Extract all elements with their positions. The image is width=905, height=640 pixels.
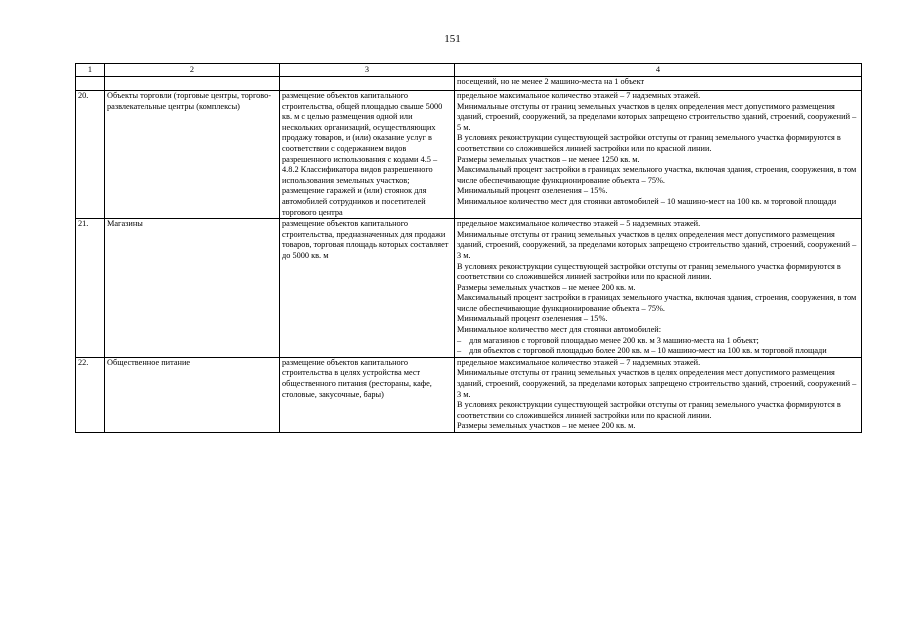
header-cell-1: 1 (76, 64, 105, 77)
land-use-name: Магазины (105, 219, 280, 358)
page-number: 151 (444, 33, 461, 45)
description-paragraph: размещение объектов капитального строительства, общей площадью свыше 5000 кв. м с целью размещения одной или нескольких организаций, осуществляющих продажу товаров, и (или) оказание услуг в соответствии с содержанием видов разрешенного использования с кодами 4.5 – 4.8.2 Классификатора видов разрешенного использования земельных участков; (282, 91, 443, 185)
header-cell-3: 3 (280, 64, 455, 77)
bullet-dash: – (457, 335, 462, 345)
parameter-paragraph: Минимальные отступы от границ земельных участков в целях определения мест допустимого размещения зданий, строений, сооружений, за пределами которых запрещено строительство зданий, строений, сооружений – 3 м. (457, 229, 857, 260)
table-row (76, 91, 862, 219)
parameter-paragraph: предельное максимальное количество этажей – 7 надземных этажей. (457, 357, 701, 367)
parameter-paragraph: Максимальный процент застройки в границах земельного участка, включая здания, строения, сооружения, в том числе обеспечивающие функционирование объекта – 75%. (457, 293, 857, 313)
parameters-cell (455, 219, 862, 358)
parameters-cell (455, 91, 862, 219)
table-row (76, 357, 862, 432)
parameter-paragraph: Размеры земельных участков – не менее 1250 кв. м. (457, 154, 640, 164)
bullet-text: для магазинов с торговой площадью менее 200 кв. м 3 машино-места на 1 объект; (469, 335, 759, 345)
parameter-paragraph: Минимальное количество мест для стоянки автомобилей – 10 машино-мест на 100 кв. м торговой площади (457, 196, 837, 206)
parameter-paragraph: Минимальные отступы от границ земельных участков в целях определения мест допустимого размещения зданий, строений, сооружений, за пределами которых запрещено строительство зданий, строений, сооружений – 3 м. (457, 368, 857, 399)
table-row (76, 219, 862, 358)
land-use-table (75, 63, 862, 433)
row-number: 20. (76, 91, 105, 219)
parameter-paragraph: Минимальный процент озеленения – 15%. (457, 314, 608, 324)
land-use-description (280, 357, 455, 432)
parameter-paragraph: Максимальный процент застройки в границах земельного участка, включая здания, строения, сооружения, в том числе обеспечивающие функционирование объекта – 75%. (457, 165, 857, 185)
parameter-paragraph: предельное максимальное количество этажей – 7 надземных этажей. (457, 91, 701, 100)
parameter-bullet (457, 346, 859, 357)
land-use-name: Объекты торговли (торговые центры, торгово-развлекательные центры (комплексы) (105, 91, 280, 219)
bullet-text: для объектов с торговой площадью более 200 кв. м – 10 машино-мест на 100 кв. м торговой площади (469, 346, 827, 356)
row-number: 22. (76, 357, 105, 432)
description-paragraph: размещение объектов капитального строительства в целях устройства мест общественного питания (рестораны, кафе, столовые, закусочные, бары) (282, 357, 432, 399)
parameter-paragraph: Минимальный процент озеленения – 15%. (457, 186, 608, 196)
parameters-cell (455, 357, 862, 432)
row-number: 21. (76, 219, 105, 358)
description-paragraph: размещение гаражей и (или) стоянок для автомобилей сотрудников и посетителей торгового центра (282, 186, 427, 217)
parameter-paragraph: В условиях реконструкции существующей застройки отступы от границ земельного участка формируются в соответствии со сложившейся линией застройки или по красной линии. (457, 261, 841, 282)
parameter-paragraph: В условиях реконструкции существующей застройки отступы от границ земельного участка формируются в соответствии со сложившейся линией застройки или по красной линии. (457, 400, 841, 420)
parameter-paragraph: Размеры земельных участков – не менее 200 кв. м. (457, 421, 636, 431)
land-use-name: Общественное питание (105, 357, 280, 432)
parameter-paragraph: В условиях реконструкции существующей застройки отступы от границ земельного участка формируются в соответствии со сложившейся линией застройки или по красной линии. (457, 133, 841, 153)
header-row (76, 64, 862, 77)
land-use-description (280, 219, 455, 358)
parameter-bullet (457, 336, 859, 347)
header-cell-2: 2 (105, 64, 280, 77)
bullet-dash: – (457, 346, 462, 356)
continuation-row (76, 77, 862, 91)
header-cell-4: 4 (455, 64, 862, 77)
description-paragraph: размещение объектов капитального строительства, предназначенных для продажи товаров, торговая площадь которых составляет до 5000 кв. м (282, 219, 449, 260)
parameter-paragraph: Размеры земельных участков – не менее 200 кв. м. (457, 282, 636, 292)
parameter-paragraph: предельное максимальное количество этажей – 5 надземных этажей. (457, 219, 701, 229)
continuation-text: посещений, но не менее 2 машино-места на 1 объект (455, 77, 862, 91)
parameter-paragraph: Минимальное количество мест для стоянки автомобилей: (457, 325, 661, 335)
parameter-paragraph: Минимальные отступы от границ земельных участков в целях определения мест допустимого размещения зданий, строений, сооружений, за пределами которых запрещено строительство зданий, строений, сооружений – 5 м. (457, 101, 857, 132)
land-use-description (280, 91, 455, 219)
